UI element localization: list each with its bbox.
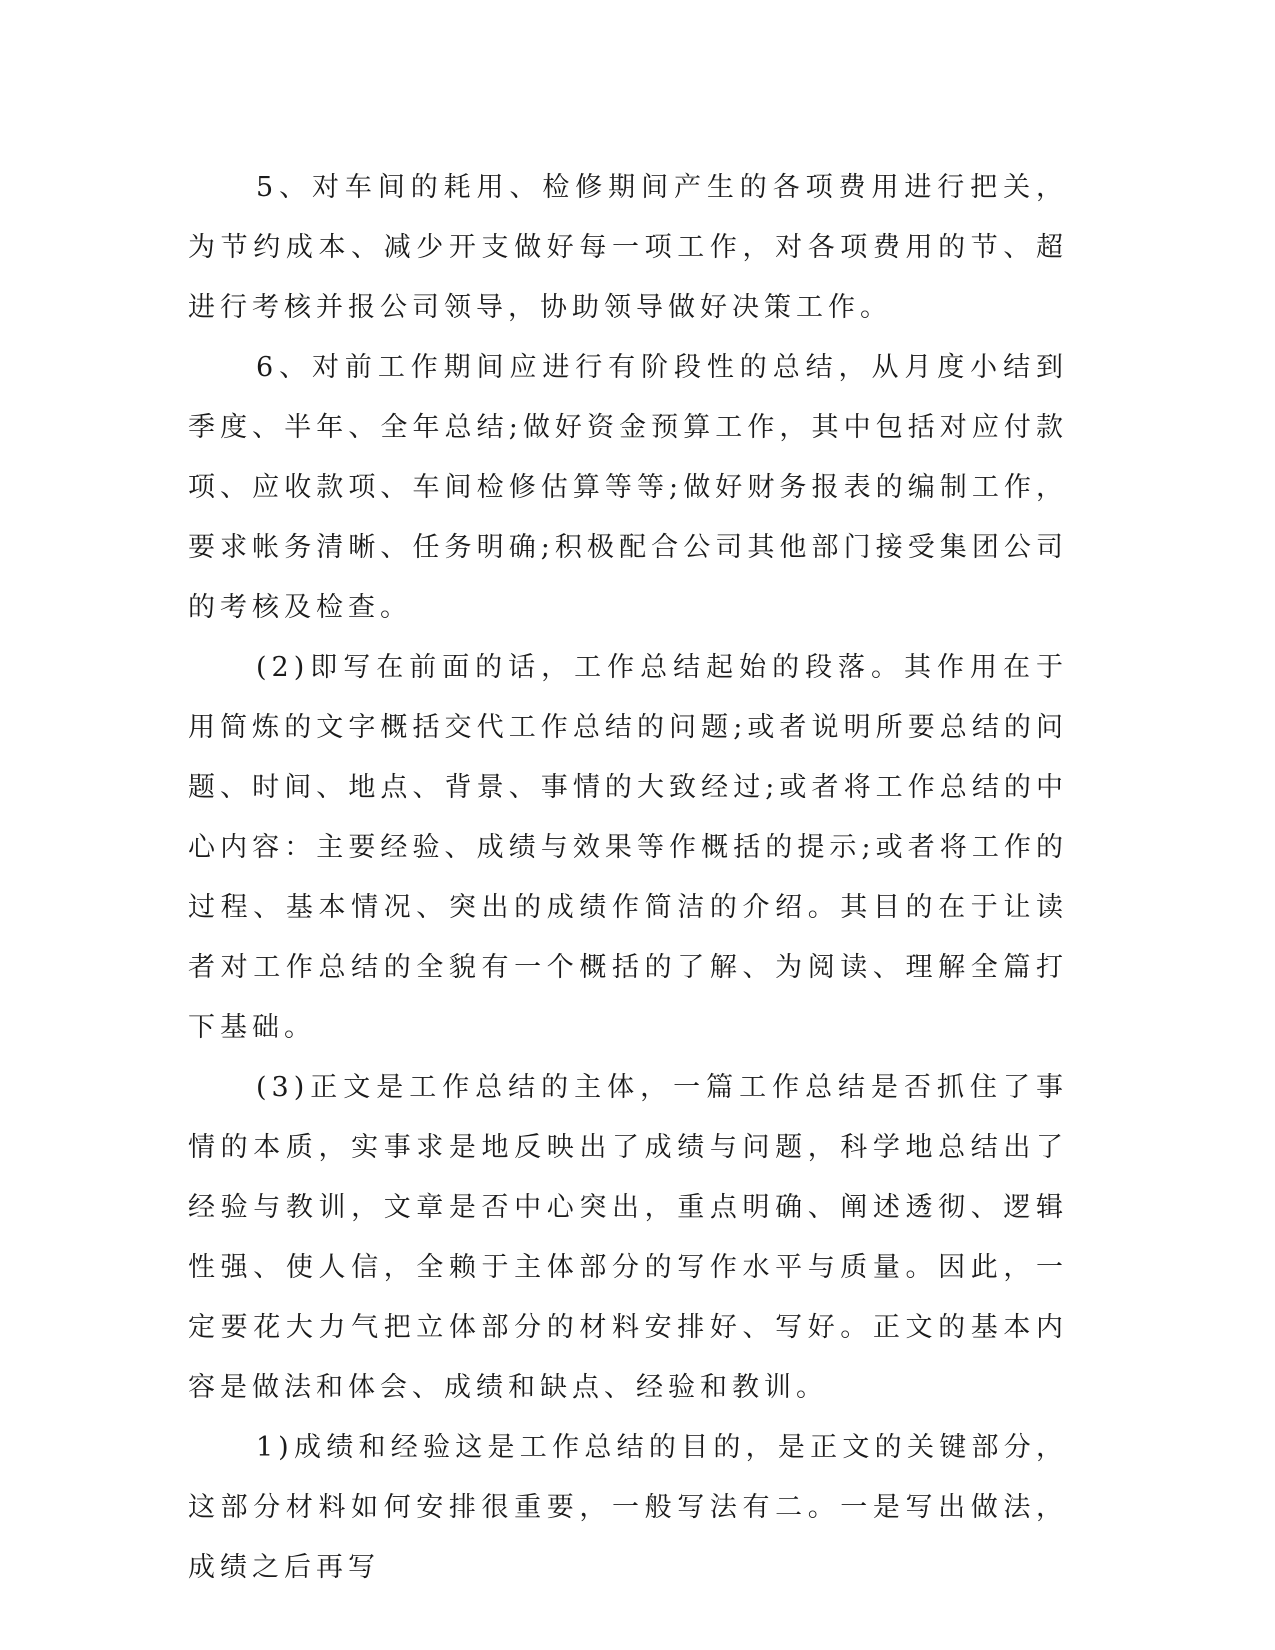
paragraph-opening-section: (2)即写在前面的话，工作总结起始的段落。其作用在于用简炼的文字概括交代工作总结的问题;或者说明所要总结的问题、时间、地点、背景、事情的大致经过;或者将工作总结的中心内容：主要经验、成绩与效果等作概括的提示;或者将工作的过程、基本情况、突出的成绩作简洁的介绍。其目的在于让读者对工作总结的全貌有一个概括的了解、为阅读、理解全篇打下基础。 xyxy=(188,652,1068,1043)
paragraph-main-body-section: (3)正文是工作总结的主体，一篇工作总结是否抓住了事情的本质，实事求是地反映出了成绩与问题，科学地总结出了经验与教训，文章是否中心突出，重点明确、阐述透彻、逻辑性强、使人信，全赖于主体部分的写作水平与质量。因此，一定要花大力气把立体部分的材料安排好、写好。正文的基本内容是做法和体会、成绩和缺点、经验和教训。 xyxy=(188,1072,1068,1403)
paragraph-achievements-experience: 1)成绩和经验这是工作总结的目的，是正文的关键部分，这部分材料如何安排很重要，一般写法有二。一是写出做法，成绩之后再写 xyxy=(188,1432,1068,1583)
paragraph-item-5: 5、对车间的耗用、检修期间产生的各项费用进行把关，为节约成本、减少开支做好每一项工作，对各项费用的节、超进行考核并报公司领导，协助领导做好决策工作。 xyxy=(188,172,1068,323)
document-body xyxy=(188,158,1068,1598)
paragraph-item-6: 6、对前工作期间应进行有阶段性的总结，从月度小结到季度、半年、全年总结;做好资金预算工作，其中包括对应付款项、应收款项、车间检修估算等等;做好财务报表的编制工作，要求帐务清晰、任务明确;积极配合公司其他部门接受集团公司的考核及检查。 xyxy=(188,352,1068,623)
